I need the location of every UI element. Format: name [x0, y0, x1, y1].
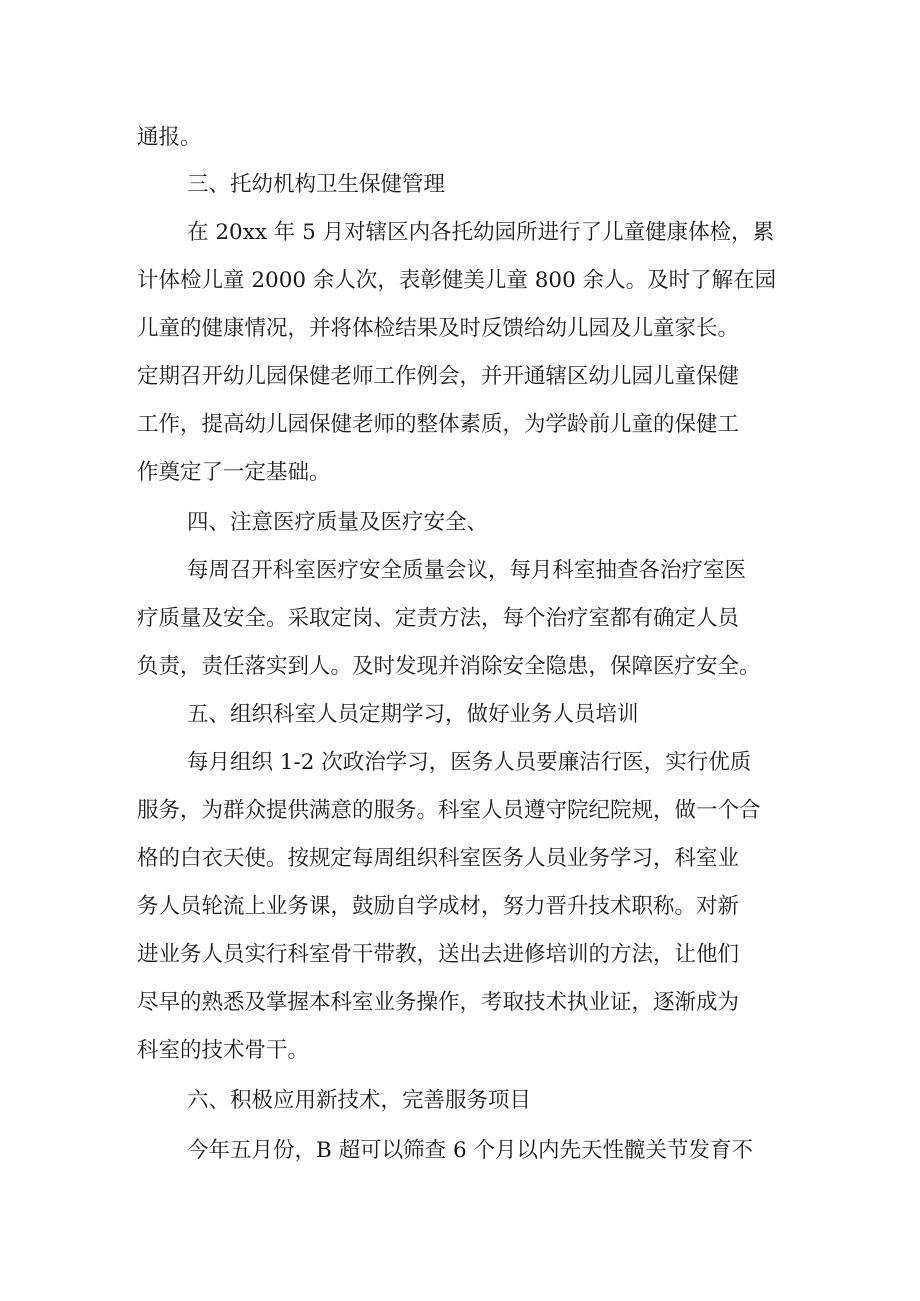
paragraph-line: 每周召开科室医疗安全质量会议，每月科室抽查各治疗室医 — [187, 558, 747, 583]
paragraph-line: 务人员轮流上业务课，鼓励自学成材，努力晋升技术职称。对新 — [137, 894, 740, 919]
paragraph-line: 负责，责任落实到人。及时发现并消除安全隐患，保障医疗安全。 — [137, 654, 761, 679]
paragraph-line: 每月组织 1-2 次政治学习，医务人员要廉洁行医，实行优质 — [187, 750, 752, 775]
section-heading-6: 六、积极应用新技术，完善服务项目 — [187, 1088, 532, 1113]
paragraph-line: 计体检儿童 2000 余人次，表彰健美儿童 800 余人。及时了解在园 — [137, 268, 777, 293]
paragraph-line: 通报。 — [137, 125, 202, 150]
paragraph-line: 儿童的健康情况，并将体检结果及时反馈给幼儿园及儿童家长。 — [137, 316, 740, 341]
paragraph-line: 在 20xx 年 5 月对辖区内各托幼园所进行了儿童健康体检，累 — [187, 220, 775, 245]
section-heading-3: 三、托幼机构卫生保健管理 — [187, 172, 446, 197]
paragraph-line: 定期召开幼儿园保健老师工作例会，并开通辖区幼儿园儿童保健 — [137, 364, 740, 389]
paragraph-line: 服务，为群众提供满意的服务。科室人员遵守院纪院规，做一个合 — [137, 798, 761, 823]
paragraph-line: 进业务人员实行科室骨干带教，送出去进修培训的方法，让他们 — [137, 942, 740, 967]
section-heading-5: 五、组织科室人员定期学习，做好业务人员培训 — [187, 702, 639, 727]
paragraph-line: 格的白衣天使。按规定每周组织科室医务人员业务学习，科室业 — [137, 846, 740, 871]
paragraph-line: 疗质量及安全。采取定岗、定责方法，每个治疗室都有确定人员 — [137, 606, 740, 631]
paragraph-line: 科室的技术骨干。 — [137, 1038, 310, 1063]
paragraph-line: 作奠定了一定基础。 — [137, 460, 331, 485]
paragraph-line: 尽早的熟悉及掌握本科室业务操作，考取技术执业证，逐渐成为 — [137, 990, 740, 1015]
section-heading-4: 四、注意医疗质量及医疗安全、 — [187, 510, 489, 535]
paragraph-line: 工作，提高幼儿园保健老师的整体素质，为学龄前儿童的保健工 — [137, 412, 740, 437]
paragraph-line: 今年五月份，B 超可以筛查 6 个月以内先天性髋关节发育不 — [187, 1138, 753, 1163]
